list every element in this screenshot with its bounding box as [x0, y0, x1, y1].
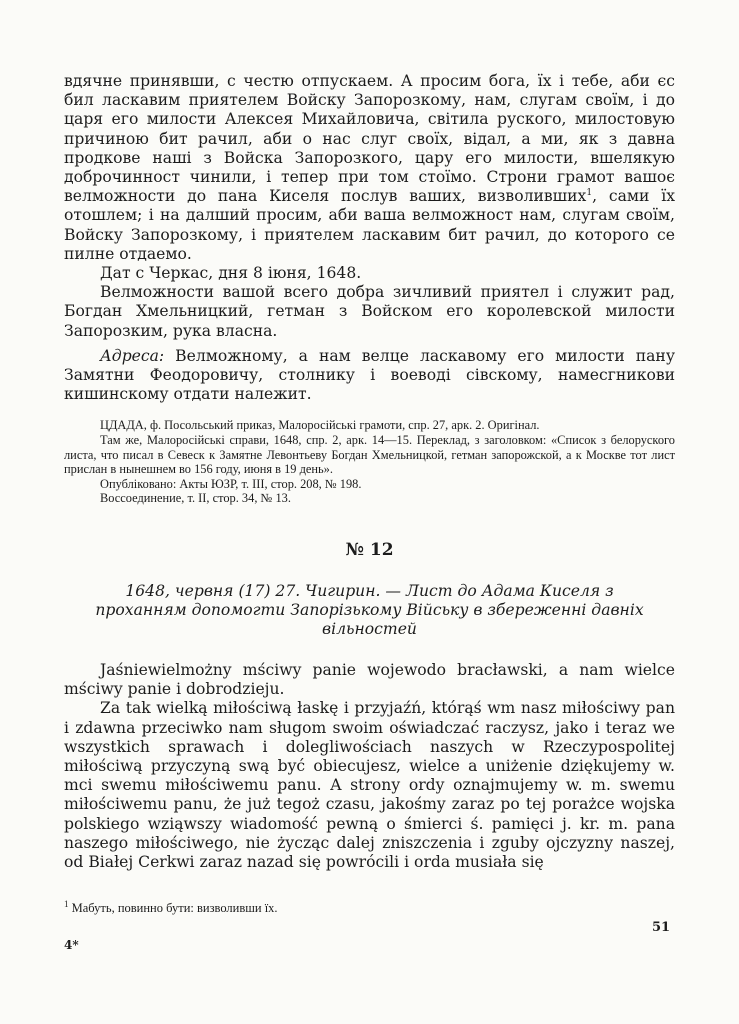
archive-line: ЦДАДА, ф. Посольський приказ, Малоросійські грамоти, спр. 27, арк. 2. Оригінал.: [100, 418, 540, 433]
letter-paragraph: вдячне принявши, с честю отпускаем. А просим бога, їх і тебе, аби єс бил ласкавим приятелем Войску Запорозкому, нам, слугам своїм, і до царя его милости Алексея Михайловича, світила руского, милостовую причиною бит рачил, аби о нас слуг своїх, відал, а ми, як з давна продкове наші з Войска Запорозкого, цару его милости, вшелякую доброчинност чинили, і тепер при том стоїмо. Строни грамот вашоє велможности до пана Киселя послув ваших, визволивших$^1$, сами їх отошлем; і на далший просим, аби ваша велможност нам, слугам своїм, Войску Запорозкому, і приятелем ласкавим бит рачил, до которого се пилне отдаемо.: [64, 72, 675, 263]
document-number: № 12: [345, 540, 394, 561]
archive-line: Опубліковано: Акты ЮЗР, т. III, стор. 208, № 198.: [100, 476, 362, 491]
letter-date: Дат с Черкас, дня 8 іюня, 1648.: [100, 264, 362, 283]
polish-letter: [64, 661, 675, 872]
letter-signature: Велможности вашой всего добра зичливий приятел і служит рад, Богдан Хмельницкий, гетман з Войском его королевской милости Запорозким, рука власна.: [64, 283, 675, 340]
page-body: [64, 72, 675, 872]
footnote: $^1$ Мабуть, повинно бути: визволивши їх.: [64, 899, 278, 916]
document-heading: 1648, червня (17) 27. Чигирин. — Лист до Адама Киселя з проханням допомогти Запорізькому Війську в збереженні давніх вільностей: [95, 582, 644, 639]
archive-line: Воссоединение, т. II, стор. 34, № 13.: [100, 491, 291, 506]
footnote-ref: 1: [586, 188, 593, 199]
signature-mark: 4*: [64, 938, 79, 952]
letter-address: Адреса: Велможному, а нам велце ласкавому его милости пану Замятни Феодоровичу, столнику і воеводі сівскому, намесгникови кишинскому отдати належит.: [64, 346, 675, 404]
archive-notes: [64, 418, 675, 506]
polish-paragraph: Jaśniewielmożny mściwy panie wojewodo bracławski, a nam wielce mściwy panie i dobrodzieju.: [64, 661, 675, 699]
page-number: 51: [652, 920, 671, 935]
archive-line: Там же, Малоросійські справи, 1648, спр. 2, арк. 14—15. Переклад, з заголовком: «Список з белоруского листа, что писал в Севеск к Замятне Левонтьеву Богдан Хмельницкой, гетман запорожской, а к Москве тот лист прислан в нынешнем во 156 году, июня в 19 день».: [64, 433, 675, 477]
polish-paragraph: Za tak wielką miłościwą łaskę i przyjaźń, którąś wm nasz miłościwy pan i zdawna przeciwko nam sługom swoim oświadczać raczysz, jako i teraz we wszystkich sprawach i dolegliwościach naszych w Rzeczypospolitej miłościwą przyczyną swą być obiecujesz, wielce a uniżenie dziękujemy w. mci swemu miłościwemu panu. A strony ordy oznajmujemy w. m. swemu miłościwemu panu, że już tegoż czasu, jakośmy zaraz po tej porażce wojska polskiego wziąwszy wiadomość pewną o śmierci ś. pamięci j. kr. m. pana naszego miłościwego, nie życząc dalej zniszczenia i zguby ojczyzny naszej, od Białej Cerkwi zaraz nazad się powrócili i orda musiała się: [64, 699, 675, 872]
